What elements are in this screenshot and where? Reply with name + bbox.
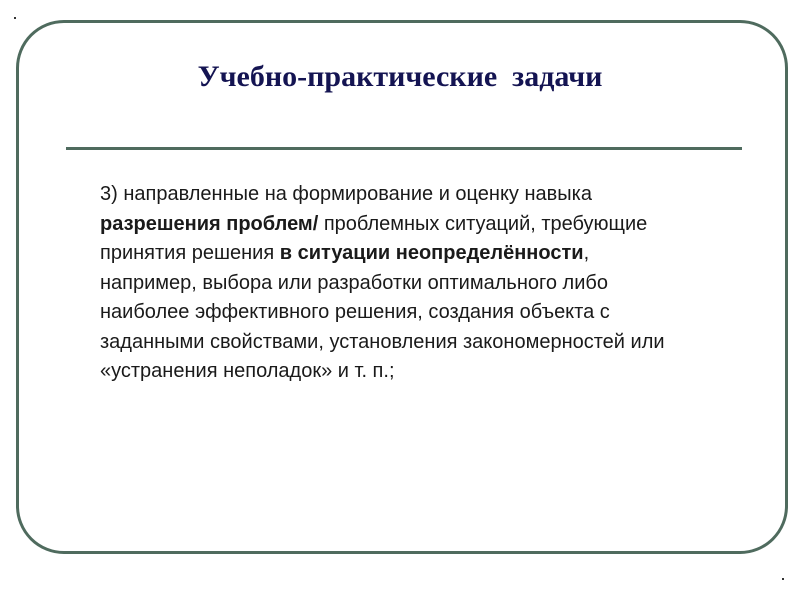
slide-body	[100, 180, 760, 387]
body-text-segment: например, выбора или разработки оптимального либо	[100, 271, 608, 294]
emphasis-text: разрешения проблем/	[100, 212, 319, 235]
body-text-segment: принятия решения	[100, 242, 280, 264]
corner-dot-top-left	[14, 17, 16, 19]
body-line	[100, 210, 760, 240]
body-line	[100, 328, 760, 358]
slide-title: Учебно-практические задачи	[197, 60, 603, 93]
body-text-segment: наиболее эффективного решения, создания объекта с	[100, 301, 610, 323]
body-text-segment: заданными свойствами, установления закономерностей или	[100, 330, 665, 353]
emphasis-text: в ситуации неопределённости	[279, 242, 584, 264]
body-line	[100, 357, 760, 387]
body-text-segment: «устранения неполадок» и т. п.;	[100, 360, 395, 382]
corner-dot-bottom-right	[782, 578, 784, 580]
body-line	[100, 298, 760, 328]
body-text-segment: 3) направленные на формирование и оценку навыка	[100, 183, 592, 205]
body-text-segment: ,	[583, 242, 590, 264]
body-line	[100, 239, 760, 269]
title-divider	[66, 147, 742, 150]
body-line	[100, 269, 760, 299]
body-line	[100, 180, 760, 210]
body-text-segment: проблемных ситуаций, требующие	[318, 212, 648, 235]
